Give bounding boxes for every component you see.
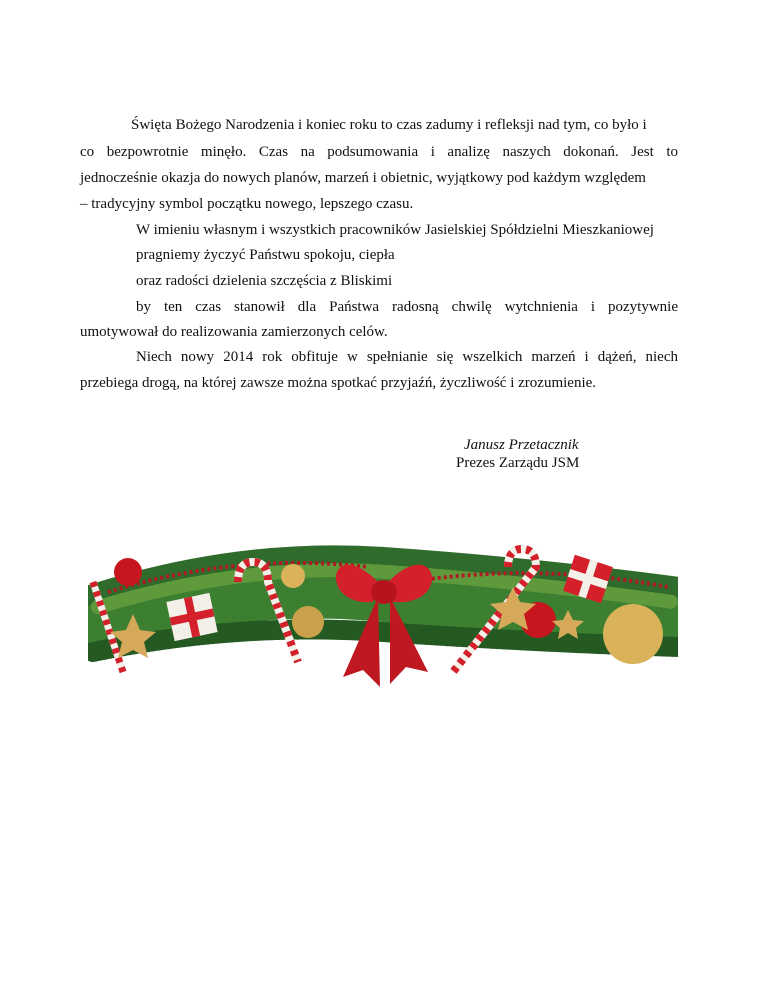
signature-name: Janusz Przetacznik	[464, 437, 579, 453]
signature-title: Prezes Zarządu JSM	[456, 455, 580, 471]
letter-line: co bezpowrotnie minęło. Czas na podsumowania i analizę naszych dokonań. Jest to	[80, 144, 678, 160]
letter-line: – tradycyjny symbol początku nowego, lepszego czasu.	[80, 196, 414, 212]
gold-ornament	[281, 564, 305, 588]
letter-line: oraz radości dzielenia szczęścia z Bliskimi	[136, 273, 393, 289]
christmas-garland-image	[88, 512, 678, 704]
letter-line: jednocześnie okazja do nowych planów, marzeń i obietnic, wyjątkowy pod każdym względem	[80, 170, 646, 186]
letter-line: pragniemy życzyć Państwu spokoju, ciepła	[136, 247, 395, 263]
letter-line: Święta Bożego Narodzenia i koniec roku to czas zadumy i refleksji nad tym, co było i	[131, 117, 647, 133]
letter-line: by ten czas stanowił dla Państwa radosną chwilę wytchnienia i pozytywnie	[136, 299, 678, 315]
red-ornament	[114, 558, 142, 586]
letter-line: Niech nowy 2014 rok obfituje w spełnianie się wszelkich marzeń i dążeń, niech	[136, 349, 678, 365]
letter-line: przebiega drogą, na której zawsze można spotkać przyjaźń, życzliwość i zrozumienie.	[80, 375, 597, 391]
gold-ornament	[603, 604, 663, 664]
gold-ornament	[292, 606, 324, 638]
letter-line: W imieniu własnym i wszystkich pracowników Jasielskiej Spółdzielni Mieszkaniowej	[136, 222, 654, 238]
letter-line: umotywował do realizowania zamierzonych celów.	[80, 324, 388, 340]
